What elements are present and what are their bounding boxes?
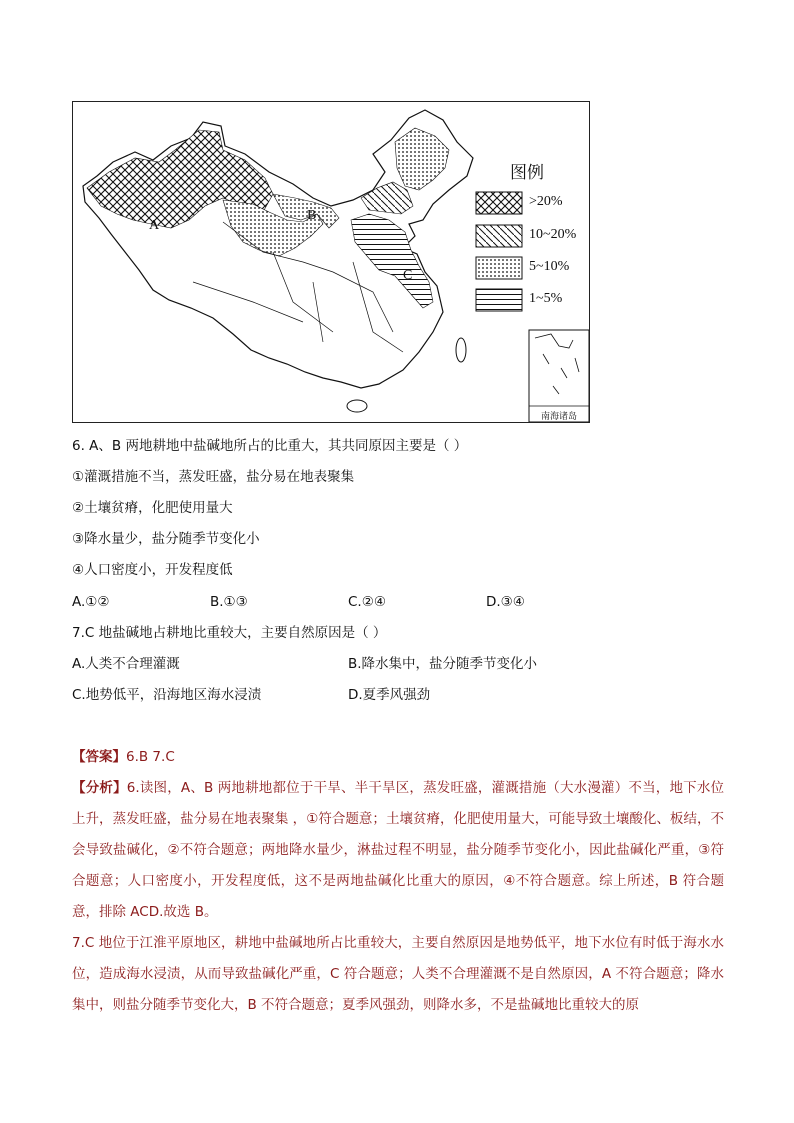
china-map-drawing [73, 102, 590, 423]
q6-statement-1: ①灌溉措施不当，蒸发旺盛，盐分易在地表聚集 [72, 469, 355, 485]
q7-option-b: B.降水集中，盐分随季节变化小 [348, 656, 538, 672]
analysis-text-6: 6.读图，A、B 两地耕地都位于干旱、半干旱区，蒸发旺盛，灌溉措施（大水漫灌）不当，地下水位上升，蒸发旺盛，盐分易在地表聚集 ，①符合题意；土壤贫瘠，化肥使用量大，可能导致土壤酸化、板结，不会导致盐碱化，②不符合题意；两地降水量少，淋盐过程不明显，盐分随季节变化小，因此盐碱化严重，③符合题意；人口密度小，开发程度低，这不是两地盐碱化比重大的原因，④不符合题意。综上所述，B 符合题意，排除 ACD.故选 B。 [72, 780, 725, 920]
map-label-a: A [149, 218, 160, 233]
q6-statement-4: ④人口密度小，开发程度低 [72, 562, 233, 578]
q6-stem: 6. A、B 两地耕地中盐碱地所占的比重大，其共同原因主要是（ ） [72, 438, 468, 454]
legend-label-5-10: 5~10% [529, 259, 570, 274]
map-label-c: C [403, 268, 413, 283]
q6-option-b: B.①③ [210, 594, 248, 610]
answer-text: 6.B 7.C [126, 749, 175, 765]
analysis-paragraph-7 [72, 928, 724, 1021]
q6-statement-3: ③降水量少，盐分随季节变化小 [72, 531, 260, 547]
q7-stem: 7.C 地盐碱地占耕地比重较大，主要自然原因是（ ） [72, 625, 387, 641]
legend-swatch-diagonal [476, 225, 522, 247]
analysis-tag: 【分析】 [72, 780, 127, 796]
q6-statement-2: ②土壤贫瘠，化肥使用量大 [72, 500, 233, 516]
q7-option-a: A.人类不合理灌溉 [72, 656, 180, 672]
analysis-text-7: 7.C 地位于江淮平原地区，耕地中盐碱地所占比重较大，主要自然原因是地势低平，地下水位有时低于海水水位，造成海水浸渍，从而导致盐碱化严重，C 符合题意；人类不合理灌溉不是自然原因，A 不符合题意；降水集中，则盐分随季节变化大，B 不符合题意；夏季风强劲，则降水多，不是盐碱地比重较大的原 [72, 935, 724, 1013]
inset-label: 南海诸岛 [541, 412, 578, 422]
analysis-paragraph-6 [72, 773, 724, 928]
legend-label-1-5: 1~5% [529, 291, 563, 306]
answer-line [72, 748, 175, 766]
q6-option-d: D.③④ [486, 594, 525, 610]
q6-option-a: A.①② [72, 594, 110, 610]
q7-option-c: C.地势低平，沿海地区海水浸渍 [72, 687, 262, 703]
legend-swatch-crosshatch [476, 192, 522, 214]
answer-tag: 【答案】 [72, 749, 126, 765]
legend-label-over-20: >20% [529, 194, 563, 209]
q6-option-c: C.②④ [348, 594, 386, 610]
salinization-map [72, 101, 590, 423]
legend-title: 图例 [510, 163, 544, 183]
legend-swatch-dots [476, 257, 522, 279]
legend-swatch-horizontal [476, 289, 522, 311]
legend-label-10-20: 10~20% [529, 227, 577, 242]
map-label-b: B [307, 208, 317, 223]
q7-option-d: D.夏季风强劲 [348, 687, 431, 703]
